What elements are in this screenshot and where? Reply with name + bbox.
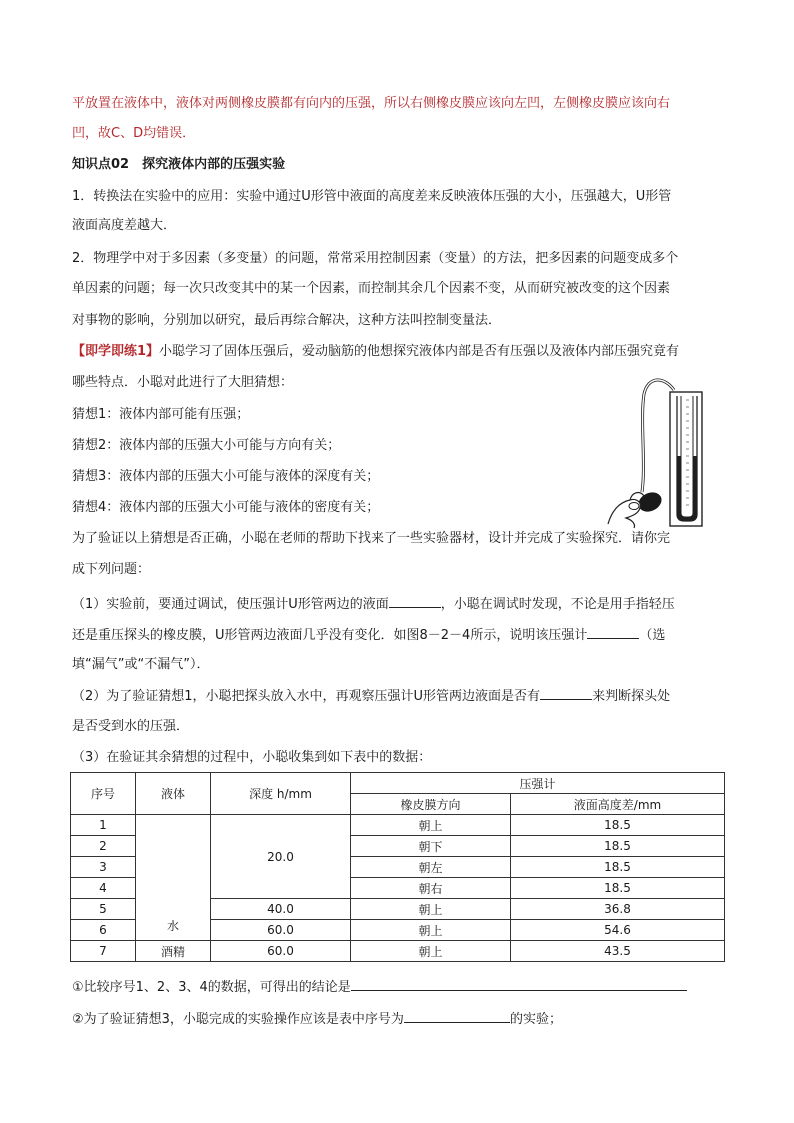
cell-height: 18.5 [511, 878, 725, 899]
sub-question-2-text-a: ②为了验证猜想3，小聪完成的实验操作应该是表中序号为 [72, 1012, 404, 1027]
cell-index: 5 [71, 899, 136, 920]
sub-question-2 [72, 1010, 562, 1029]
cell-index: 7 [71, 941, 136, 962]
cell-liquid: 酒精 [136, 941, 211, 962]
cell-index: 3 [71, 857, 136, 878]
point-1-line-2: 液面高度差越大． [72, 218, 177, 233]
question-1-line-1 [72, 595, 675, 614]
header-depth: 深度 h/mm [211, 773, 351, 815]
table-row [71, 815, 725, 836]
cell-direction: 朝上 [351, 920, 511, 941]
answer-blank-2[interactable] [587, 626, 639, 639]
section-title: 知识点02 探究液体内部的压强实验 [72, 157, 286, 172]
guess-3: 猜想3：液体内部的压强大小可能与液体的深度有关； [72, 469, 380, 484]
table-header-row-1 [71, 773, 725, 794]
cell-height: 18.5 [511, 836, 725, 857]
header-gauge: 压强计 [351, 773, 725, 794]
cell-index: 2 [71, 836, 136, 857]
exercise-text: 小聪学习了固体压强后，爱动脑筋的他想探究液体内部是否有压强以及液体内部压强究竟有 [159, 344, 680, 359]
cell-height: 54.6 [511, 920, 725, 941]
question-3-line: （3）在验证其余猜想的过程中，小聪收集到如下表中的数据： [72, 750, 432, 765]
question-1-line-2 [72, 626, 665, 645]
guess-4: 猜想4：液体内部的压强大小可能与液体的密度有关； [72, 500, 380, 515]
data-table [70, 772, 725, 962]
intro-line-1: 平放置在液体中，液体对两侧橡皮膜都有向内的压强，所以右侧橡皮膜应该向左凹，左侧橡皮膜应该向右 [72, 96, 671, 111]
cell-depth: 60.0 [211, 941, 351, 962]
question-2-text-b: 来判断探头处 [592, 689, 671, 704]
question-1-text-b: ，小聪在调试时发现，不论是用手指轻压 [440, 597, 675, 612]
sub-question-2-text-b: 的实验； [509, 1012, 562, 1027]
exercise-tag: 【即学即练1】 [72, 344, 160, 359]
question-2-text-a: （2）为了验证猜想1，小聪把探头放入水中，再观察压强计U形管两边液面是否有 [72, 689, 541, 704]
answer-blank-3[interactable] [540, 687, 592, 700]
question-1-text-d: （选 [639, 628, 666, 643]
point-2-line-3: 对事物的影响，分别加以研究，最后再综合解决，这种方法叫控制变量法． [72, 313, 502, 328]
cell-height: 18.5 [511, 857, 725, 878]
cell-index: 4 [71, 878, 136, 899]
exercise-intro-line-2: 哪些特点．小聪对此进行了大胆猜想： [72, 375, 294, 390]
cell-height: 18.5 [511, 815, 725, 836]
cell-depth: 40.0 [211, 899, 351, 920]
cell-index: 1 [71, 815, 136, 836]
header-index: 序号 [71, 773, 136, 815]
point-2-line-2: 单因素的问题；每一次只改变其中的某一个因素，而控制其余几个因素不变，从而研究被改变的这个因素 [72, 281, 671, 296]
cell-depth: 60.0 [211, 920, 351, 941]
verify-line-2: 成下列问题： [72, 562, 151, 577]
cell-liquid-water: 水 [136, 815, 211, 941]
exercise-intro-line-1 [72, 343, 679, 361]
cell-index: 6 [71, 920, 136, 941]
cell-height: 36.8 [511, 899, 725, 920]
sub-question-1-text: ①比较序号1、2、3、4的数据，可得出的结论是 [72, 980, 351, 995]
cell-direction: 朝上 [351, 941, 511, 962]
sub-question-1 [72, 978, 687, 997]
question-2-line-1 [72, 687, 670, 706]
guess-1: 猜想1：液体内部可能有压强； [72, 407, 250, 422]
answer-blank-1[interactable] [389, 595, 441, 608]
question-1-text-a: （1）实验前，要通过调试，使压强计U形管两边的液面 [72, 597, 389, 612]
cell-direction: 朝右 [351, 878, 511, 899]
answer-blank-5[interactable] [404, 1010, 510, 1023]
answer-blank-4[interactable] [351, 978, 687, 991]
question-2-line-2: 是否受到水的压强． [72, 719, 190, 734]
question-1-line-3: 填“漏气”或“不漏气”）． [72, 657, 210, 672]
header-height-diff: 液面高度差/mm [511, 794, 725, 815]
cell-direction: 朝下 [351, 836, 511, 857]
u-tube-manometer-icon [606, 374, 706, 530]
verify-line-1: 为了验证以上猜想是否正确，小聪在老师的帮助下找来了一些实验器材，设计并完成了实验探究．请你完 [72, 531, 671, 546]
point-2-line-1: 2．物理学中对于多因素（多变量）的问题，常常采用控制因素（变量）的方法，把多因素的问题变成多个 [72, 251, 679, 266]
header-direction: 橡皮膜方向 [351, 794, 511, 815]
cell-height: 43.5 [511, 941, 725, 962]
question-1-text-c: 还是重压探头的橡皮膜，U形管两边液面几乎没有变化．如图8－2－4所示，说明该压强计 [72, 628, 588, 643]
point-1-line-1: 1．转换法在实验中的应用：实验中通过U形管中液面的高度差来反映液体压强的大小，压强越大，U形管 [72, 189, 672, 204]
cell-direction: 朝上 [351, 815, 511, 836]
cell-depth-20: 20.0 [211, 815, 351, 899]
cell-direction: 朝上 [351, 899, 511, 920]
table-row [71, 941, 725, 962]
intro-line-2: 凹，故C、D均错误． [72, 126, 196, 141]
cell-direction: 朝左 [351, 857, 511, 878]
guess-2: 猜想2：液体内部的压强大小可能与方向有关； [72, 438, 341, 453]
header-liquid: 液体 [136, 773, 211, 815]
